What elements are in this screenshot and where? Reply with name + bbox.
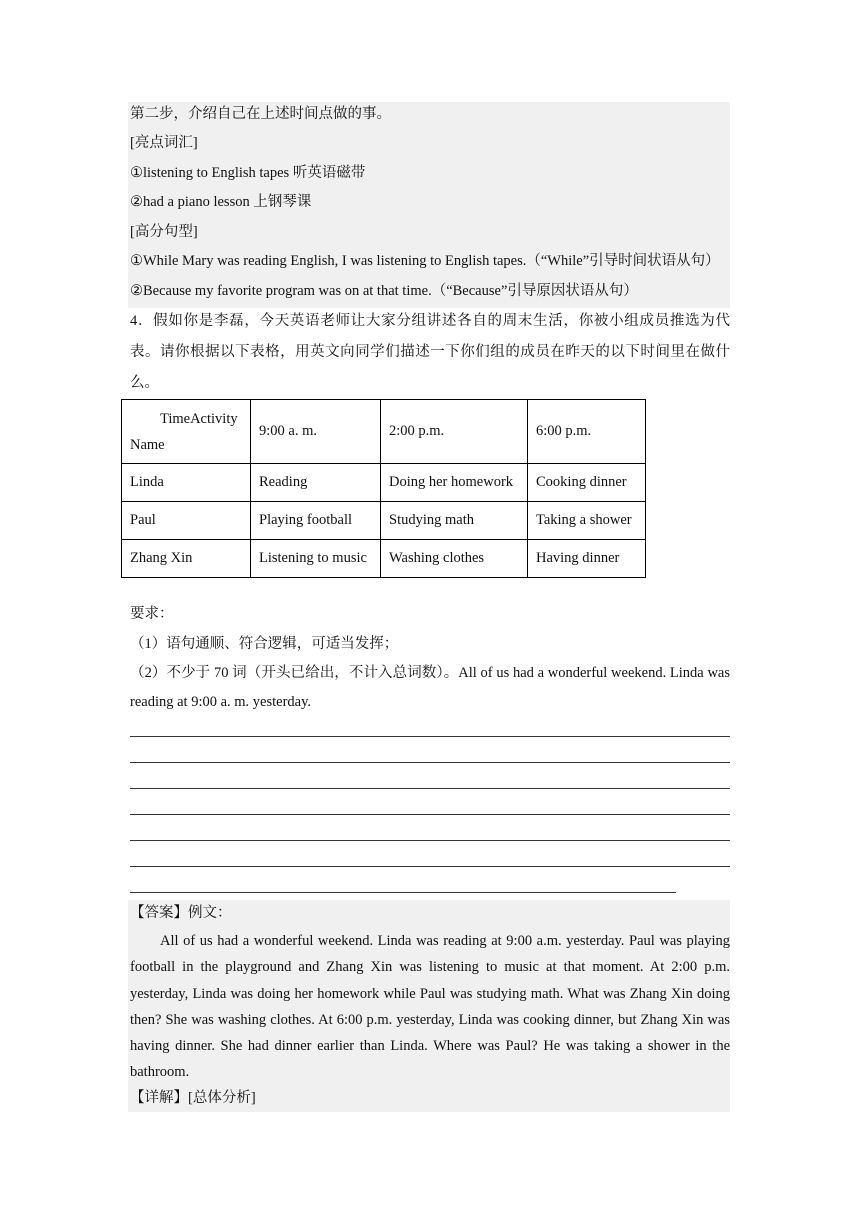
answer-label: 【答案】例文：: [130, 905, 232, 921]
vocab-label: [亮点词汇]: [130, 135, 198, 151]
table-row: [122, 540, 646, 578]
table-cell: Taking a shower: [528, 502, 646, 540]
row-name: Paul: [122, 502, 251, 540]
step2-heading: 第二步，介绍自己在上述时间点做的事。: [130, 106, 391, 122]
table-cell: Having dinner: [528, 540, 646, 578]
table-cell: Doing her homework: [381, 464, 528, 502]
detail-label: 【详解】[总体分析]: [130, 1090, 256, 1106]
requirement-item: （2）不少于 70 词（开头已给出，不计入总词数）。All of us had a wonderful weekend. Linda was reading at 9:00 a. m. yesterday.: [130, 665, 730, 710]
sentence-label: [高分句型]: [130, 224, 198, 240]
writing-line[interactable]: [130, 762, 730, 763]
schedule-table: [121, 399, 646, 578]
answer-text: All of us had a wonderful weekend. Linda was reading at 9:00 a.m. yesterday. Paul was playing football in the playground and Zhang Xin was listening to music at that moment. At 2:00 p.m. yesterday, Linda was doing her homework while Paul was studying math. What was Zhang Xin doing then? She was washing clothes. At 6:00 p.m. yesterday, Linda was cooking dinner, but Zhang Xin was having dinner. She had dinner earlier than Linda. Where was Paul? He was taking a shower in the bathroom.: [130, 933, 730, 1081]
writing-line[interactable]: [130, 892, 676, 893]
header-time: 2:00 p.m.: [381, 400, 528, 464]
writing-line[interactable]: [130, 840, 730, 841]
table-cell: Cooking dinner: [528, 464, 646, 502]
header-time: 6:00 p.m.: [528, 400, 646, 464]
sentence-item: ①While Mary was reading English, I was listening to English tapes.（“While”引导时间状语从句）: [130, 253, 720, 269]
header-corner-cell: [122, 400, 251, 464]
table-row: [122, 464, 646, 502]
row-name: Zhang Xin: [122, 540, 251, 578]
table-cell: Reading: [251, 464, 381, 502]
writing-line[interactable]: [130, 736, 730, 737]
requirement-item: （1）语句通顺、符合逻辑，可适当发挥；: [130, 636, 399, 652]
writing-line[interactable]: [130, 866, 730, 867]
sentence-item: ②Because my favorite program was on at that time.（“Because”引导原因状语从句）: [130, 283, 638, 299]
table-cell: Studying math: [381, 502, 528, 540]
question-text: 4．假如你是李磊，今天英语老师让大家分组讲述各自的周末生活，你被小组成员推选为代表。请你根据以下表格，用英文向同学们描述一下你们组的成员在昨天的以下时间里在做什么。: [130, 313, 730, 391]
writing-line[interactable]: [130, 814, 730, 815]
vocab-item: ②had a piano lesson 上钢琴课: [130, 194, 312, 210]
vocab-item: ①listening to English tapes 听英语磁带: [130, 165, 366, 181]
table-header-row: [122, 400, 646, 464]
requirements-label: 要求：: [130, 606, 174, 622]
writing-line[interactable]: [130, 788, 730, 789]
row-name: Linda: [122, 464, 251, 502]
header-name: Name: [130, 436, 165, 453]
table-cell: Listening to music: [251, 540, 381, 578]
header-time-activity: TimeActivity: [160, 410, 238, 427]
table-row: [122, 502, 646, 540]
table-cell: Playing football: [251, 502, 381, 540]
header-time: 9:00 a. m.: [251, 400, 381, 464]
table-cell: Washing clothes: [381, 540, 528, 578]
